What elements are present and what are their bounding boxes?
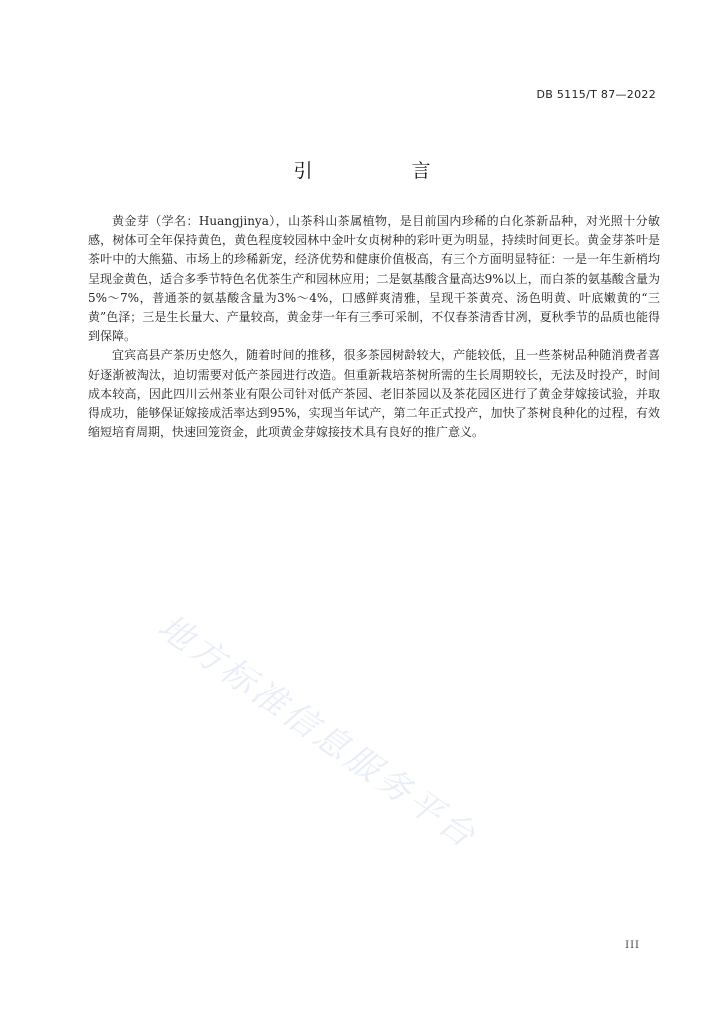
document-body xyxy=(88,212,660,442)
standard-code: DB 5115/T 87—2022 xyxy=(536,88,656,101)
paragraph-2: 宜宾高县产茶历史悠久，随着时间的推移，很多茶园树龄较大，产能较低，且一些茶树品种随消费者喜好逐渐被淘汰，迫切需要对低产茶园进行改造。但重新栽培茶树所需的生长周期较长，无法及时投产，时间成本较高，因此四川云州茶业有限公司针对低产茶园、老旧茶园以及茶花园区进行了黄金芽嫁接试验，并取得成功，能够保证嫁接成活率达到95%，实现当年试产，第二年正式投产，加快了茶树良种化的过程，有效缩短培育周期，快速回笼资金，此项黄金芽嫁接技术具有良好的推广意义。 xyxy=(88,348,660,440)
page-number: III xyxy=(625,940,640,951)
watermark: 地方标准信息服务平台 xyxy=(150,606,485,858)
page-title: 引 言 xyxy=(293,160,471,182)
paragraph-1: 黄金芽（学名：Huangjinya），山茶科山茶属植物，是目前国内珍稀的白化茶新品种，对光照十分敏感，树体可全年保持黄色，黄色程度较园林中金叶女贞树种的彩叶更为明显，持续时间更长。黄金芽茶叶是茶叶中的大熊猫、市场上的珍稀新宠，经济优势和健康价值极高，有三个方面明显特征：一是一年生新梢均呈现金黄色，适合多季节特色名优茶生产和园林应用；二是氨基酸含量高达9%以上，而白茶的氨基酸含量为5%～7%，普通茶的氨基酸含量为3%～4%，口感鲜爽清雅，呈现干茶黄亮、汤色明黄、叶底嫩黄的“三黄”色泽；三是生长量大、产量较高，黄金芽一年有三季可采制，不仅春茶清香甘冽，夏秋季节的品质也能得到保障。 xyxy=(88,214,660,344)
